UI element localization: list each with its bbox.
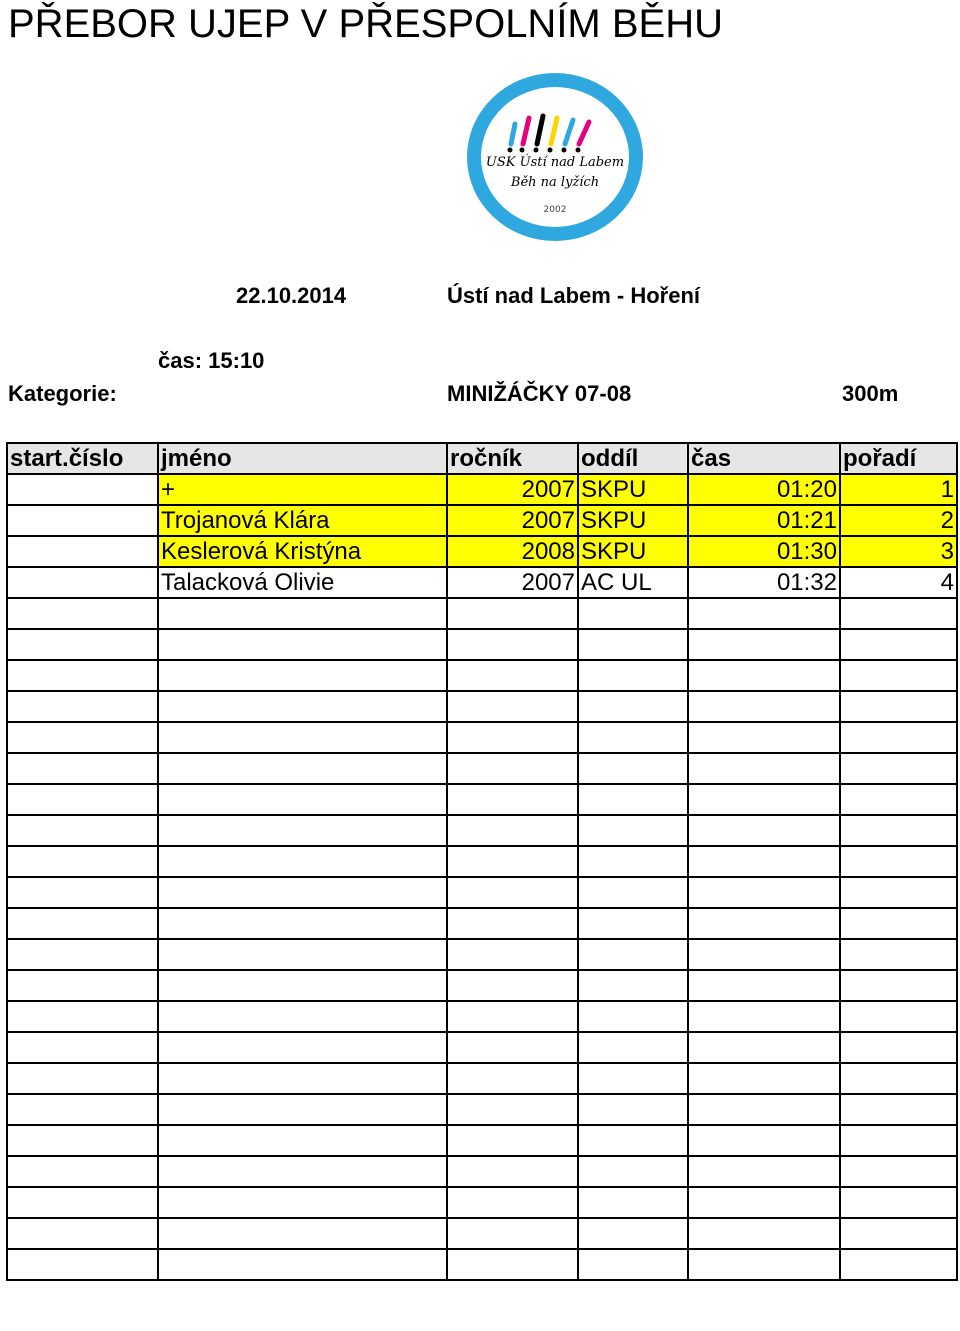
empty-cell <box>688 1218 840 1249</box>
results-table <box>6 442 958 1281</box>
empty-cell <box>158 1063 447 1094</box>
empty-cell <box>447 1063 578 1094</box>
name-cell: Trojanová Klára <box>158 505 447 536</box>
empty-cell <box>447 1125 578 1156</box>
empty-table-row <box>7 629 957 660</box>
empty-cell <box>578 1156 688 1187</box>
empty-cell <box>158 691 447 722</box>
page-title: PŘEBOR UJEP V PŘESPOLNÍM BĚHU <box>8 2 723 46</box>
empty-cell <box>578 1218 688 1249</box>
empty-cell <box>158 753 447 784</box>
empty-table-row <box>7 908 957 939</box>
empty-cell <box>688 722 840 753</box>
empty-cell <box>688 598 840 629</box>
column-header-rank: pořadí <box>840 443 957 474</box>
empty-cell <box>447 815 578 846</box>
empty-cell <box>578 1094 688 1125</box>
empty-cell <box>840 1187 957 1218</box>
empty-cell <box>447 846 578 877</box>
empty-table-row <box>7 1218 957 1249</box>
empty-cell <box>840 784 957 815</box>
empty-table-row <box>7 598 957 629</box>
year-cell: 2008 <box>447 536 578 567</box>
empty-cell <box>578 970 688 1001</box>
empty-cell <box>578 1001 688 1032</box>
empty-cell <box>7 1125 158 1156</box>
empty-cell <box>578 877 688 908</box>
empty-cell <box>688 970 840 1001</box>
empty-cell <box>688 660 840 691</box>
empty-cell <box>578 722 688 753</box>
empty-cell <box>158 1156 447 1187</box>
empty-cell <box>688 1001 840 1032</box>
empty-cell <box>840 722 957 753</box>
category-name: MINIŽÁČKY 07-08 <box>447 381 632 406</box>
club-cell: SKPU <box>578 505 688 536</box>
empty-table-row <box>7 1032 957 1063</box>
empty-cell <box>447 970 578 1001</box>
rank-cell: 3 <box>840 536 957 567</box>
column-header-name: jméno <box>158 443 447 474</box>
empty-cell <box>7 970 158 1001</box>
empty-table-row <box>7 691 957 722</box>
empty-cell <box>840 877 957 908</box>
empty-cell <box>7 1001 158 1032</box>
empty-cell <box>688 815 840 846</box>
start-number-cell <box>7 474 158 505</box>
time-cell: 01:21 <box>688 505 840 536</box>
empty-cell <box>158 815 447 846</box>
empty-cell <box>840 846 957 877</box>
empty-cell <box>158 1218 447 1249</box>
empty-cell <box>688 1032 840 1063</box>
empty-cell <box>7 629 158 660</box>
empty-cell <box>7 722 158 753</box>
year-cell: 2007 <box>447 505 578 536</box>
empty-cell <box>578 1125 688 1156</box>
empty-cell <box>447 691 578 722</box>
empty-cell <box>158 1125 447 1156</box>
empty-cell <box>158 629 447 660</box>
empty-cell <box>158 1187 447 1218</box>
empty-cell <box>840 815 957 846</box>
name-cell: Keslerová Kristýna <box>158 536 447 567</box>
empty-cell <box>840 691 957 722</box>
empty-cell <box>840 1001 957 1032</box>
empty-cell <box>578 846 688 877</box>
empty-cell <box>840 1094 957 1125</box>
empty-cell <box>7 815 158 846</box>
empty-cell <box>447 908 578 939</box>
empty-cell <box>7 939 158 970</box>
empty-cell <box>158 970 447 1001</box>
time-cell: 01:32 <box>688 567 840 598</box>
empty-table-row <box>7 1156 957 1187</box>
time-cell: 01:30 <box>688 536 840 567</box>
empty-cell <box>447 1187 578 1218</box>
empty-cell <box>688 784 840 815</box>
empty-cell <box>447 877 578 908</box>
empty-table-row <box>7 846 957 877</box>
table-row <box>7 567 957 598</box>
empty-table-row <box>7 1187 957 1218</box>
name-cell: Talacková Olivie <box>158 567 447 598</box>
start-number-cell <box>7 567 158 598</box>
empty-table-row <box>7 1001 957 1032</box>
empty-cell <box>7 1063 158 1094</box>
empty-cell <box>158 660 447 691</box>
empty-cell <box>578 784 688 815</box>
empty-table-row <box>7 877 957 908</box>
table-header-row <box>7 443 957 474</box>
empty-table-row <box>7 815 957 846</box>
table-row <box>7 505 957 536</box>
empty-cell <box>840 753 957 784</box>
time-cell: 01:20 <box>688 474 840 505</box>
empty-table-row <box>7 1249 957 1280</box>
table-row <box>7 474 957 505</box>
event-place: Ústí nad Labem - Hoření <box>447 283 701 308</box>
empty-cell <box>578 1063 688 1094</box>
empty-table-row <box>7 1125 957 1156</box>
empty-cell <box>688 877 840 908</box>
empty-cell <box>158 722 447 753</box>
empty-cell <box>7 660 158 691</box>
empty-table-row <box>7 660 957 691</box>
empty-cell <box>688 1094 840 1125</box>
empty-cell <box>7 691 158 722</box>
empty-cell <box>840 1218 957 1249</box>
event-date: 22.10.2014 <box>236 283 347 308</box>
empty-cell <box>7 1094 158 1125</box>
empty-cell <box>447 1032 578 1063</box>
empty-cell <box>447 629 578 660</box>
empty-cell <box>158 784 447 815</box>
empty-cell <box>688 1156 840 1187</box>
empty-cell <box>7 1032 158 1063</box>
club-logo-seal <box>455 66 655 248</box>
empty-cell <box>688 629 840 660</box>
empty-cell <box>447 939 578 970</box>
empty-cell <box>7 908 158 939</box>
empty-cell <box>688 691 840 722</box>
year-cell: 2007 <box>447 474 578 505</box>
empty-cell <box>578 753 688 784</box>
empty-cell <box>688 939 840 970</box>
empty-cell <box>578 1249 688 1280</box>
distance: 300m <box>842 381 899 406</box>
empty-cell <box>840 1063 957 1094</box>
empty-cell <box>688 908 840 939</box>
empty-cell <box>688 1063 840 1094</box>
empty-cell <box>840 598 957 629</box>
name-cell: + <box>158 474 447 505</box>
logo-year: 2002 <box>543 205 567 215</box>
empty-cell <box>578 691 688 722</box>
empty-cell <box>7 877 158 908</box>
empty-cell <box>840 1156 957 1187</box>
empty-cell <box>688 1249 840 1280</box>
empty-cell <box>578 908 688 939</box>
empty-cell <box>447 1001 578 1032</box>
empty-cell <box>578 629 688 660</box>
empty-cell <box>158 1032 447 1063</box>
empty-cell <box>158 939 447 970</box>
empty-cell <box>447 1156 578 1187</box>
column-header-year: ročník <box>447 443 578 474</box>
empty-cell <box>578 598 688 629</box>
column-header-time: čas <box>688 443 840 474</box>
empty-cell <box>7 1249 158 1280</box>
empty-cell <box>7 1156 158 1187</box>
start-number-cell <box>7 505 158 536</box>
empty-cell <box>447 1218 578 1249</box>
club-cell: SKPU <box>578 536 688 567</box>
club-cell: SKPU <box>578 474 688 505</box>
empty-cell <box>7 1187 158 1218</box>
rank-cell: 4 <box>840 567 957 598</box>
empty-cell <box>158 1249 447 1280</box>
empty-cell <box>688 1187 840 1218</box>
club-cell: AC UL <box>578 567 688 598</box>
category-label: Kategorie: <box>8 381 117 406</box>
empty-cell <box>840 1125 957 1156</box>
empty-cell <box>158 908 447 939</box>
empty-cell <box>447 722 578 753</box>
empty-table-row <box>7 753 957 784</box>
empty-cell <box>840 1249 957 1280</box>
empty-cell <box>447 598 578 629</box>
table-row <box>7 536 957 567</box>
empty-table-row <box>7 970 957 1001</box>
empty-cell <box>840 908 957 939</box>
empty-cell <box>447 1094 578 1125</box>
empty-cell <box>158 877 447 908</box>
empty-cell <box>578 1187 688 1218</box>
empty-cell <box>578 939 688 970</box>
empty-cell <box>840 1032 957 1063</box>
rank-cell: 2 <box>840 505 957 536</box>
empty-cell <box>158 846 447 877</box>
empty-table-row <box>7 1094 957 1125</box>
empty-table-row <box>7 939 957 970</box>
empty-cell <box>447 1249 578 1280</box>
start-time: čas: 15:10 <box>158 348 265 373</box>
empty-cell <box>7 753 158 784</box>
column-header-start-number: start.číslo <box>7 443 158 474</box>
empty-cell <box>447 784 578 815</box>
rank-cell: 1 <box>840 474 957 505</box>
empty-cell <box>840 970 957 1001</box>
empty-cell <box>158 1094 447 1125</box>
logo-text-line1: USK Ústí nad Labem <box>485 155 625 170</box>
column-header-club: oddíl <box>578 443 688 474</box>
empty-cell <box>578 660 688 691</box>
empty-cell <box>688 846 840 877</box>
logo-text-line2: Běh na lyžích <box>510 175 600 190</box>
empty-cell <box>578 1032 688 1063</box>
empty-cell <box>578 815 688 846</box>
empty-cell <box>840 629 957 660</box>
empty-cell <box>688 1125 840 1156</box>
empty-table-row <box>7 1063 957 1094</box>
year-cell: 2007 <box>447 567 578 598</box>
empty-cell <box>7 784 158 815</box>
empty-table-row <box>7 784 957 815</box>
empty-cell <box>158 1001 447 1032</box>
empty-cell <box>7 846 158 877</box>
empty-cell <box>447 660 578 691</box>
empty-cell <box>158 598 447 629</box>
empty-cell <box>7 598 158 629</box>
empty-cell <box>7 1218 158 1249</box>
start-number-cell <box>7 536 158 567</box>
empty-cell <box>840 939 957 970</box>
empty-cell <box>840 660 957 691</box>
empty-cell <box>688 753 840 784</box>
empty-cell <box>447 753 578 784</box>
empty-table-row <box>7 722 957 753</box>
